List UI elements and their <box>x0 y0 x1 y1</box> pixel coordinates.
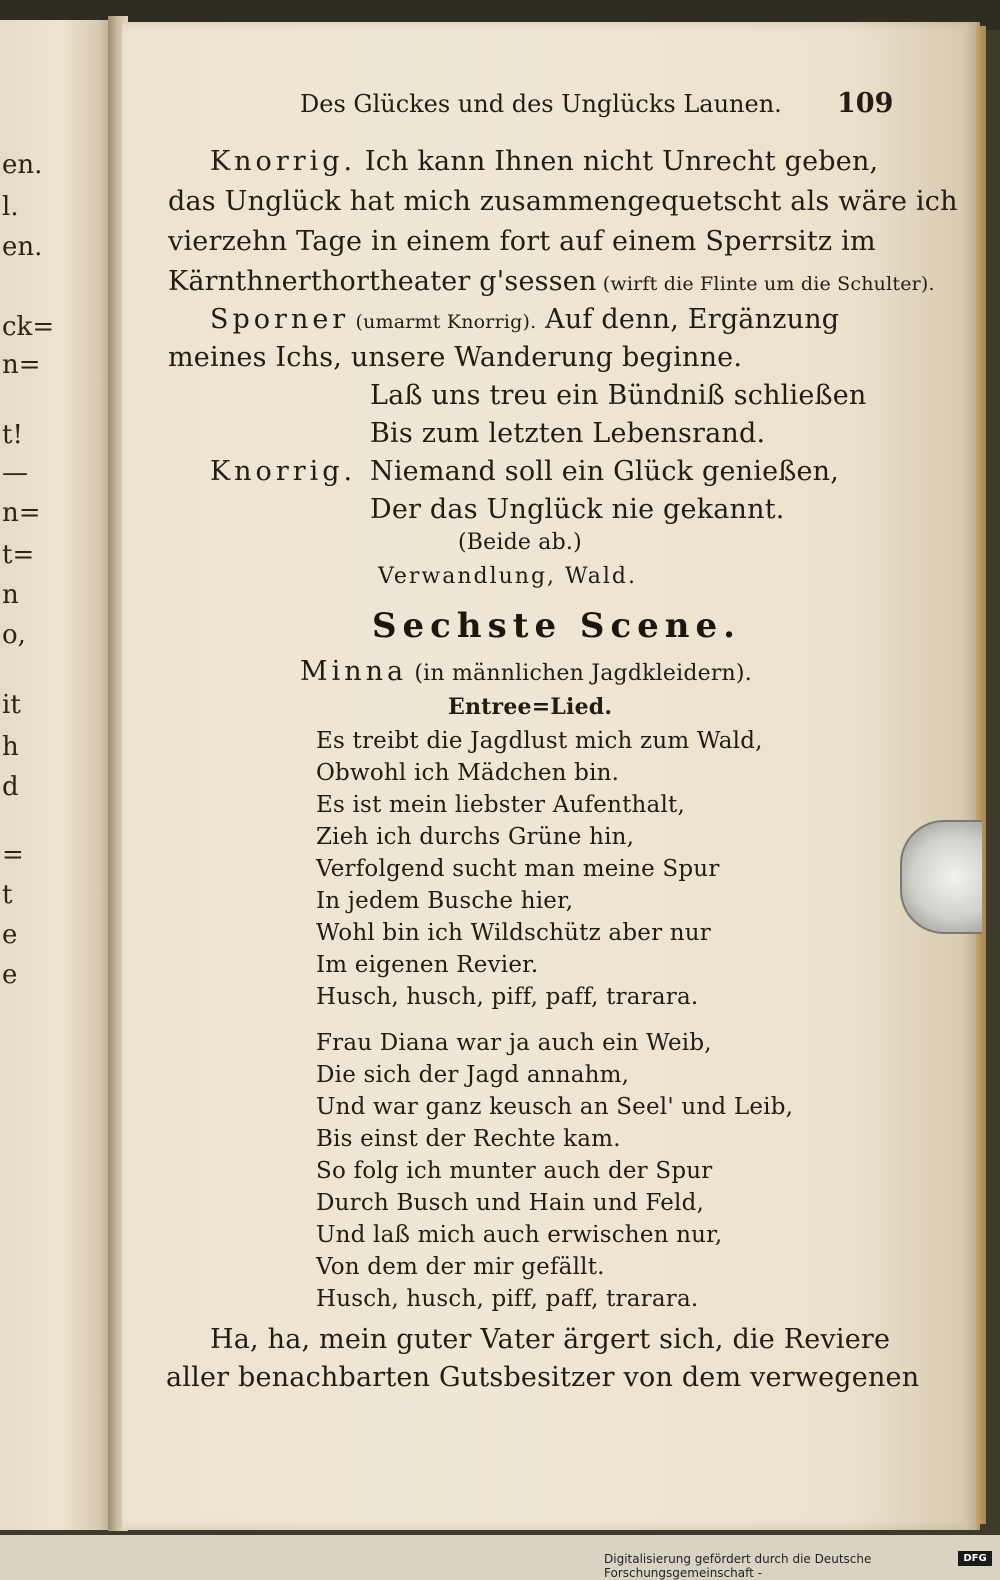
song-line: Frau Diana war ja auch ein Weib, <box>316 1030 712 1056</box>
text-line: Ha, ha, mein guter Vater ärgert sich, die Reviere <box>210 1324 891 1355</box>
text-line: vierzehn Tage in einem fort auf einem Sperrsitz im <box>168 226 876 257</box>
song-line: Und laß mich auch erwischen nur, <box>316 1222 723 1248</box>
left-page-fragment: en. <box>2 150 43 180</box>
exit-direction: (Beide ab.) <box>458 530 582 555</box>
song-line: Von dem der mir gefällt. <box>316 1254 605 1280</box>
stage-direction: (wirft die Flinte um die Schulter). <box>596 273 935 295</box>
song-line: Die sich der Jagd annahm, <box>316 1062 630 1088</box>
left-page-fragment: t! <box>2 420 23 450</box>
left-page-fragment: o, <box>2 620 26 650</box>
left-page-fragment: n= <box>2 350 41 380</box>
speaker-name: Sporner <box>210 304 350 335</box>
text-line <box>210 456 356 487</box>
left-page-fragment: it <box>2 690 21 720</box>
scene-title: Sechste Scene. <box>372 606 741 646</box>
digitization-credit: Digitalisierung gefördert durch die Deutsche Forschungsgemeinschaft - <box>604 1552 872 1580</box>
left-page-fragment: e <box>2 920 18 950</box>
verse-line: Der das Unglück nie gekannt. <box>370 494 785 525</box>
text-line <box>210 304 839 335</box>
left-page-fragment: n <box>2 580 19 610</box>
song-line: Durch Busch und Hain und Feld, <box>316 1190 705 1216</box>
line-text: Kärnthnerthortheater g'sessen <box>168 266 597 297</box>
song-line: Obwohl ich Mädchen bin. <box>316 760 620 786</box>
left-page-fragment: n= <box>2 498 41 528</box>
left-page-fragment: h <box>2 732 19 762</box>
speaker-name: Knorrig. <box>210 456 357 487</box>
scene-cast-line <box>300 656 752 687</box>
dfg-logo: DFG <box>958 1551 992 1566</box>
song-line: Husch, husch, piff, paff, trarara. <box>316 984 699 1010</box>
song-line: Es ist mein liebster Aufenthalt, <box>316 792 685 818</box>
speaker-name: Knorrig. <box>210 146 357 177</box>
stage-direction: (umarmt Knorrig). <box>349 311 537 333</box>
line-text: Auf denn, Ergänzung <box>536 304 840 335</box>
text-line <box>210 146 878 177</box>
text-line: meines Ichs, unsere Wanderung beginne. <box>168 342 743 373</box>
page-number: 109 <box>837 88 894 119</box>
left-page-fragment: t= <box>2 540 35 570</box>
left-page-fragment: en. <box>2 232 43 262</box>
running-title: Des Glückes und des Unglücks Launen. <box>300 90 782 118</box>
song-line: Verfolgend sucht man meine Spur <box>316 856 720 882</box>
song-line: Es treibt die Jagdlust mich zum Wald, <box>316 728 763 754</box>
speaker-name: Minna <box>300 656 408 687</box>
line-text: Ich kann Ihnen nicht Unrecht geben, <box>356 146 879 177</box>
song-line: So folg ich munter auch der Spur <box>316 1158 713 1184</box>
left-page-fragment: t <box>2 880 13 910</box>
left-page-fragment: l. <box>2 192 19 222</box>
song-line: Wohl bin ich Wildschütz aber nur <box>316 920 711 946</box>
stage-direction: (in männlichen Jagdkleidern). <box>407 661 752 686</box>
page-clip <box>900 820 982 934</box>
text-line: aller benachbarten Gutsbesitzer von dem verwegenen <box>166 1362 920 1393</box>
left-page-fragment: e <box>2 960 18 990</box>
left-page <box>0 20 112 1530</box>
song-line: Zieh ich durchs Grüne hin, <box>316 824 635 850</box>
verse-line: Niemand soll ein Glück genießen, <box>370 456 840 487</box>
song-line: Husch, husch, piff, paff, trarara. <box>316 1286 699 1312</box>
left-page-fragment: ck= <box>2 312 55 342</box>
left-page-fragment: = <box>2 840 24 870</box>
song-title: Entree=Lied. <box>448 694 613 720</box>
song-line: Bis einst der Rechte kam. <box>316 1126 621 1152</box>
song-line: Im eigenen Revier. <box>316 952 539 978</box>
text-line <box>168 266 935 297</box>
verse-line: Laß uns treu ein Bündniß schließen <box>370 380 867 411</box>
verse-line: Bis zum letzten Lebensrand. <box>370 418 766 449</box>
left-page-fragment: — <box>2 458 28 488</box>
text-line: das Unglück hat mich zusammengequetscht als wäre ich <box>168 186 958 217</box>
page-edge <box>976 26 986 1524</box>
song-line: Und war ganz keusch an Seel' und Leib, <box>316 1094 794 1120</box>
scene-transformation: Verwandlung, Wald. <box>378 564 637 589</box>
left-page-fragment: d <box>2 772 19 802</box>
song-line: In jedem Busche hier, <box>316 888 574 914</box>
